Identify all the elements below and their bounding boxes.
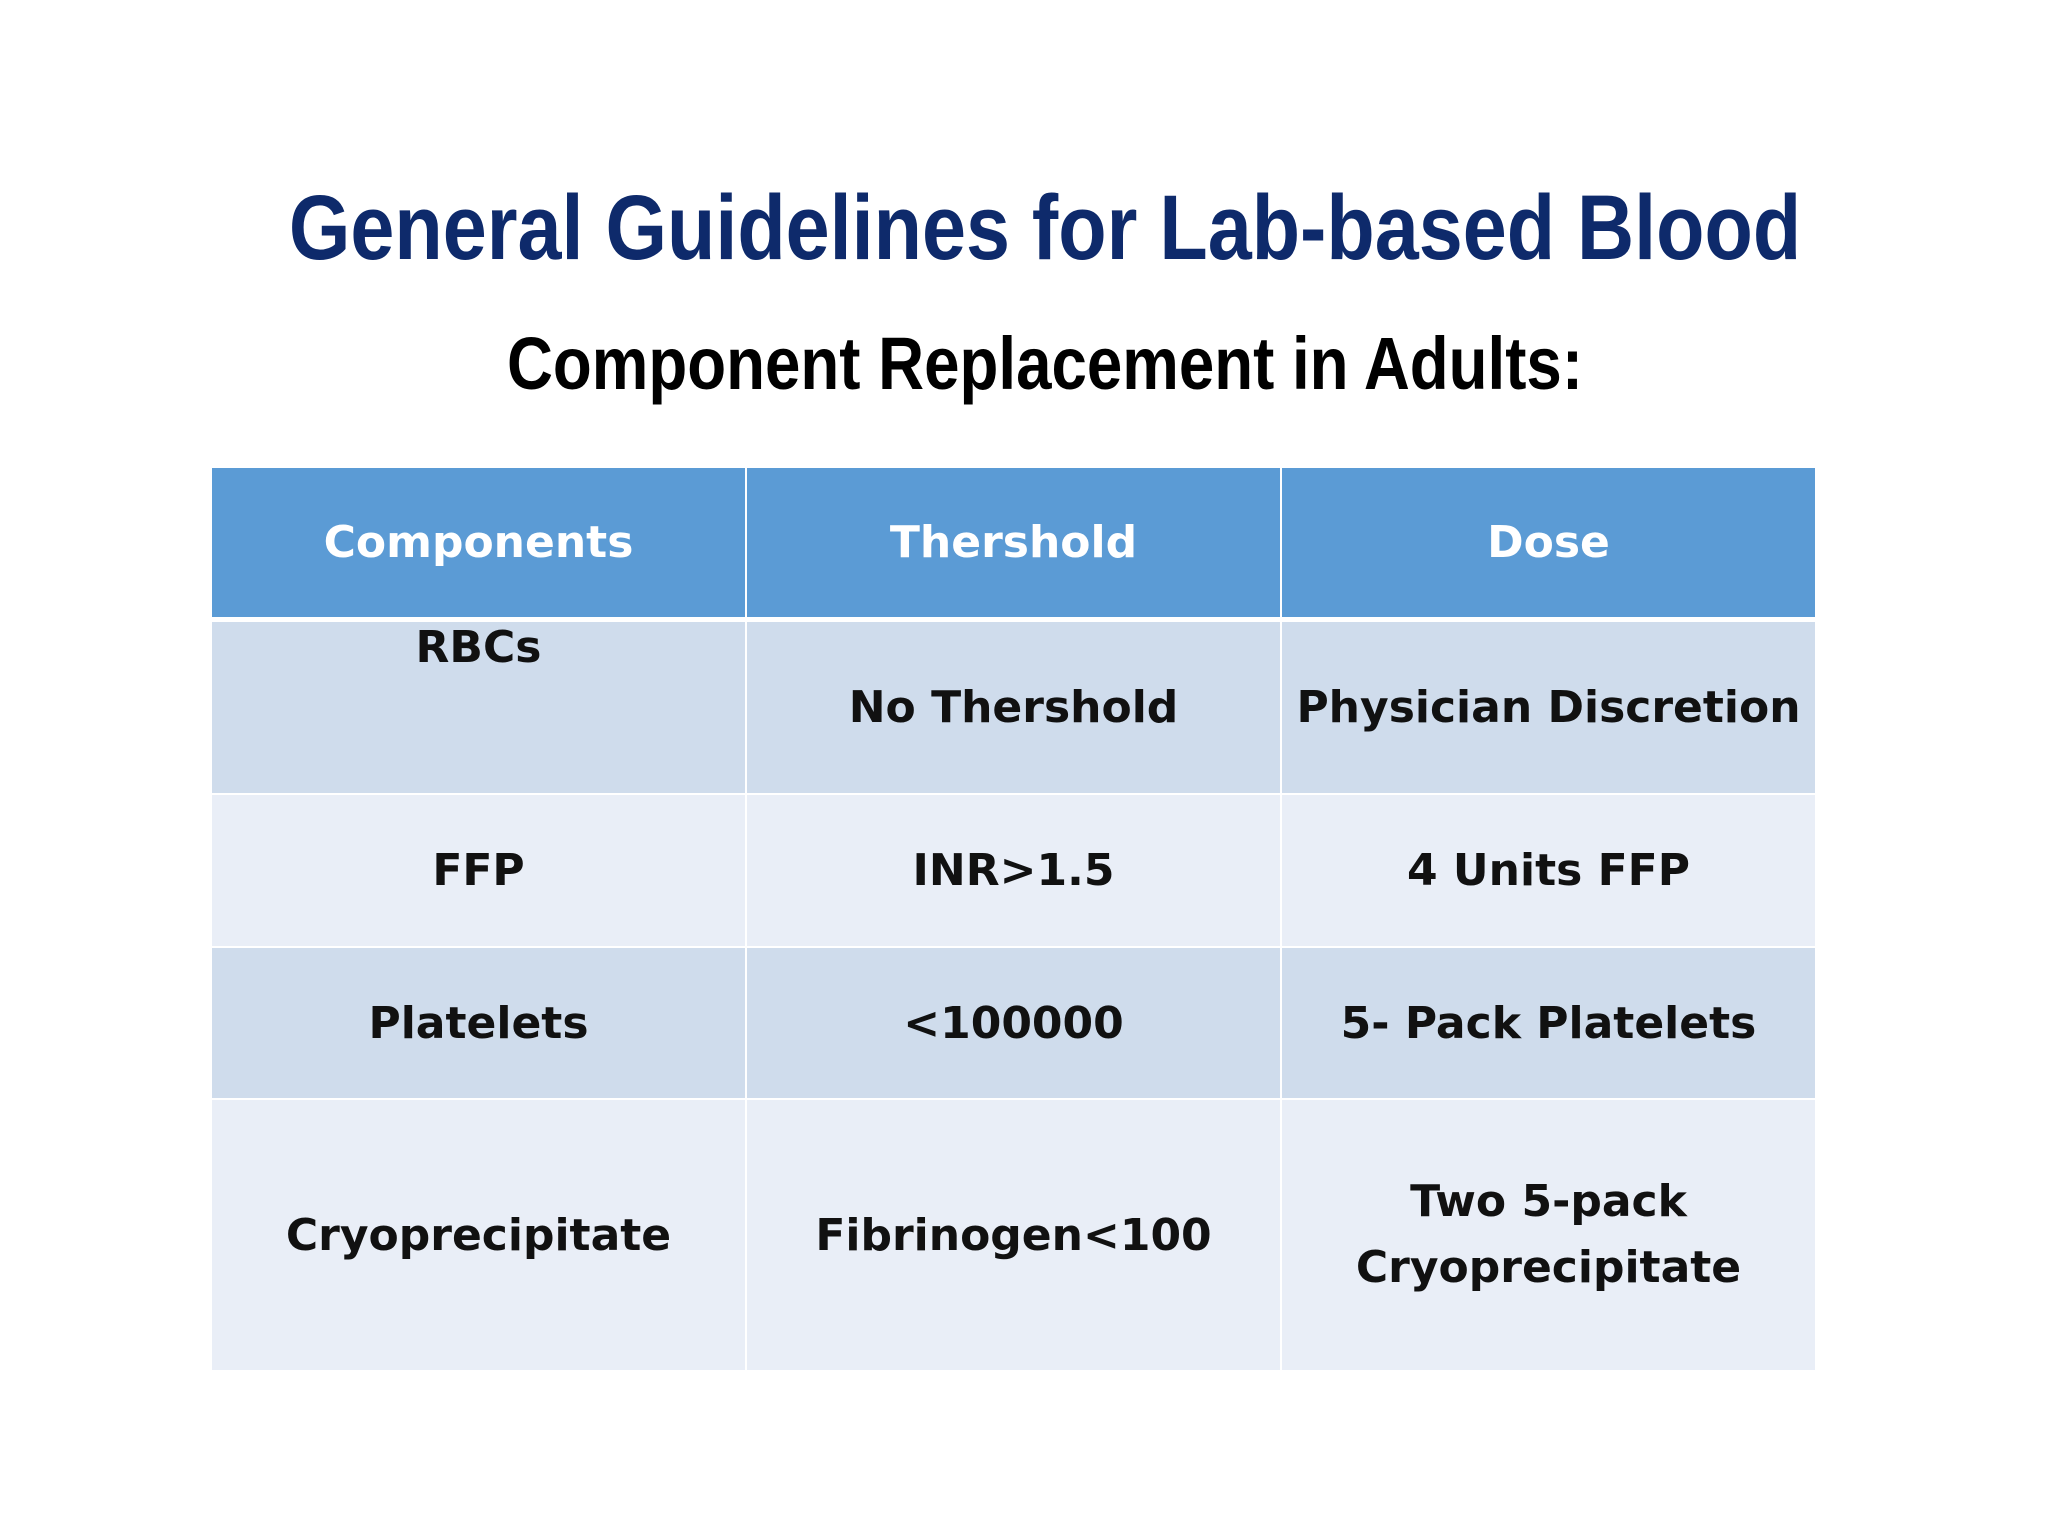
cell-threshold: Fibrinogen<100 bbox=[746, 1099, 1281, 1371]
cell-dose bbox=[1281, 1099, 1816, 1371]
header-threshold: Thershold bbox=[746, 467, 1281, 619]
cell-dose: 4 Units FFP bbox=[1281, 794, 1816, 947]
table-header-row bbox=[211, 467, 1816, 619]
cell-dose: Physician Discretion bbox=[1281, 619, 1816, 794]
slide-title: General Guidelines for Lab-based Blood bbox=[288, 177, 1802, 279]
table-row bbox=[211, 947, 1816, 1099]
header-components: Components bbox=[211, 467, 746, 619]
cell-component: Platelets bbox=[211, 947, 746, 1099]
cell-dose: 5- Pack Platelets bbox=[1281, 947, 1816, 1099]
table-row bbox=[211, 619, 1816, 794]
cell-dose-line: Two 5-pack bbox=[1410, 1176, 1687, 1227]
cell-threshold: INR>1.5 bbox=[746, 794, 1281, 947]
table-row bbox=[211, 1099, 1816, 1371]
cell-component: Cryoprecipitate bbox=[211, 1099, 746, 1371]
table-row bbox=[211, 794, 1816, 947]
cell-threshold: <100000 bbox=[746, 947, 1281, 1099]
guidelines-table bbox=[210, 466, 1817, 1372]
header-dose: Dose bbox=[1281, 467, 1816, 619]
cell-threshold: No Thershold bbox=[746, 619, 1281, 794]
slide-subtitle: Component Replacement in Adults: bbox=[506, 322, 1584, 405]
cell-dose-line: Cryoprecipitate bbox=[1355, 1242, 1742, 1293]
cell-component: RBCs bbox=[211, 619, 746, 794]
cell-component: FFP bbox=[211, 794, 746, 947]
